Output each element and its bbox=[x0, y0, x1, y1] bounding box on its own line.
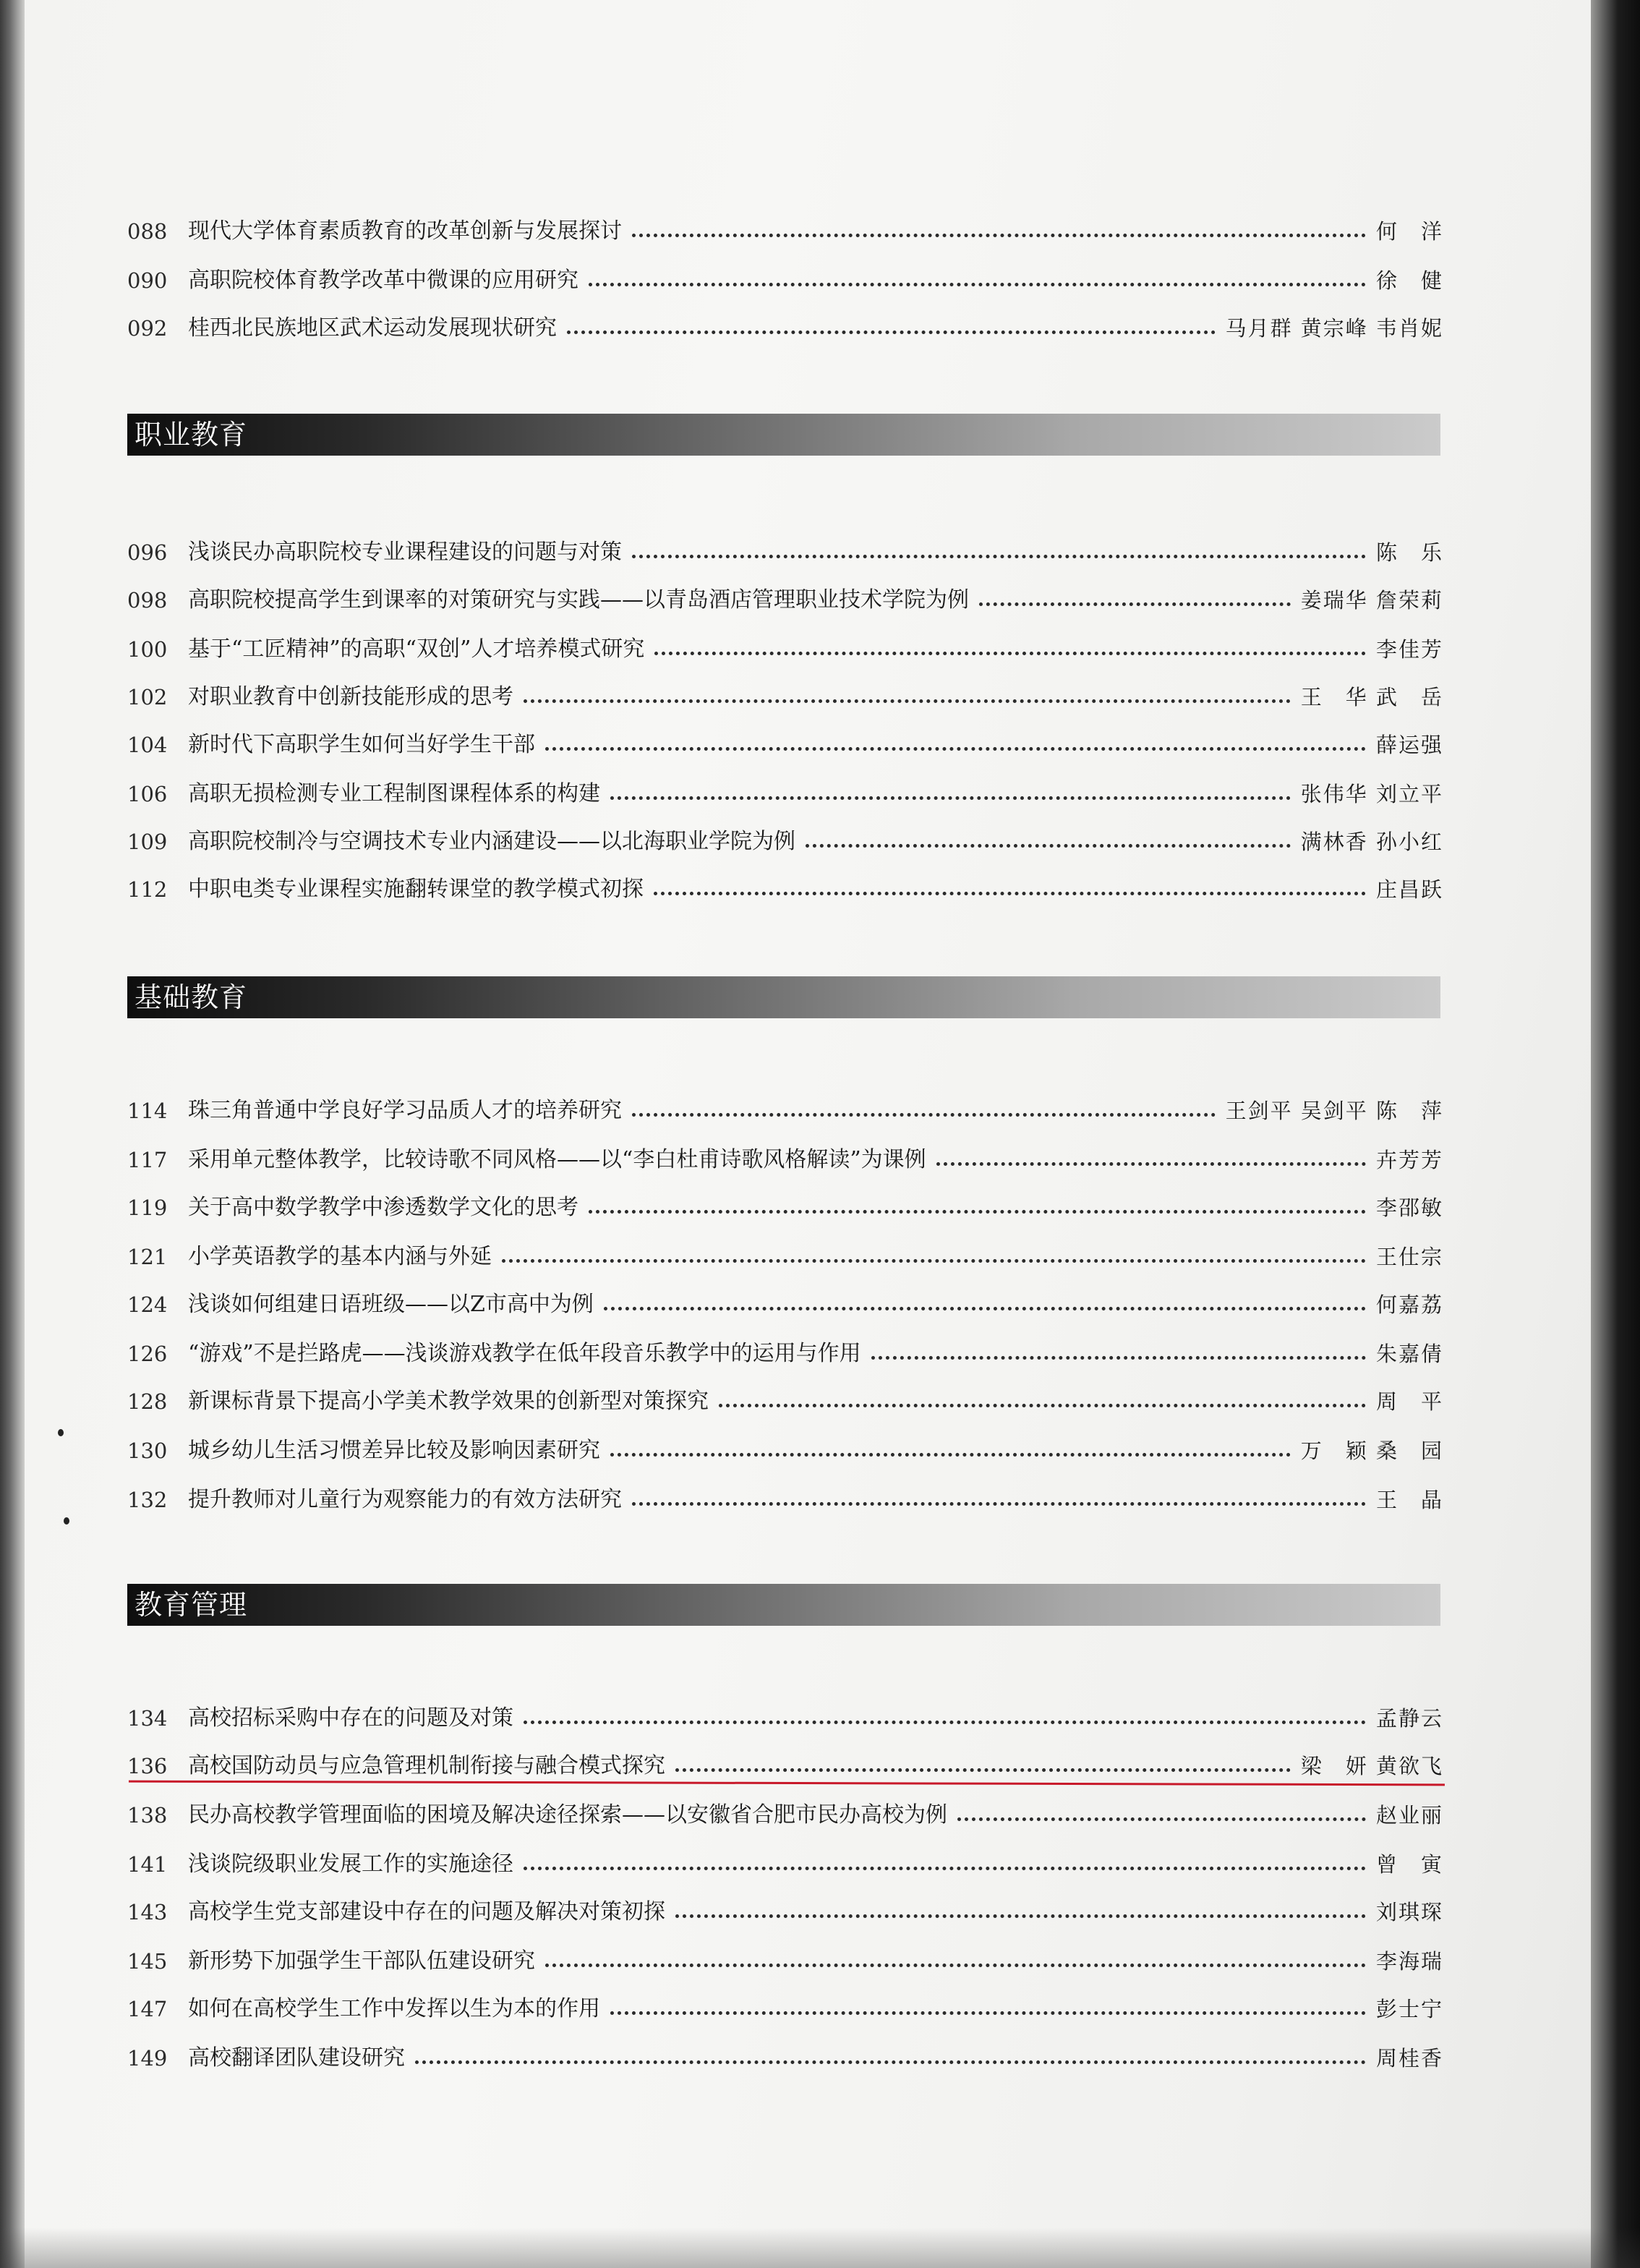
toc-page-number: 128 bbox=[127, 1389, 168, 1414]
toc-page-number: 136 bbox=[127, 1754, 168, 1778]
toc-page-number: 121 bbox=[127, 1245, 168, 1269]
toc-entry bbox=[127, 1941, 1443, 1976]
toc-article-title: 浅谈民办高职院校专业课程建设的问题与对策 bbox=[188, 540, 622, 565]
toc-author: 刘琪琛 bbox=[1375, 1900, 1443, 1924]
toc-article-title: 关于高中数学教学中渗透数学文化的思考 bbox=[188, 1195, 578, 1220]
dot-leader bbox=[632, 1502, 1366, 1506]
toc-article-title: 高校翻译团队建设研究 bbox=[188, 2045, 405, 2071]
dot-leader bbox=[567, 331, 1216, 334]
toc-page-number: 100 bbox=[127, 637, 168, 662]
toc-article-title: 高职无损检测专业工程制图课程体系的构建 bbox=[188, 781, 600, 806]
toc-entry bbox=[127, 1334, 1443, 1368]
dot-leader bbox=[675, 1768, 1291, 1772]
toc-author: 王 晶 bbox=[1375, 1488, 1443, 1512]
toc-article-title: 采用单元整体教学，比较诗歌不同风格——以“李白杜甫诗歌风格解读”为课例 bbox=[188, 1147, 926, 1172]
toc-author: 卉芳芳 bbox=[1375, 1148, 1443, 1172]
toc-page-number: 112 bbox=[127, 877, 168, 902]
toc-page-number: 098 bbox=[127, 588, 168, 613]
toc-page-number: 096 bbox=[127, 540, 168, 565]
toc-page-number: 124 bbox=[127, 1292, 168, 1317]
toc-author: 周桂香 bbox=[1375, 2046, 1443, 2071]
toc-entry bbox=[127, 677, 1443, 712]
toc-page-number: 138 bbox=[127, 1803, 168, 1828]
toc-page-number: 132 bbox=[127, 1488, 168, 1512]
toc-article-title: 基于“工匠精神”的高职“双创”人才培养模式研究 bbox=[188, 636, 645, 662]
toc-article-title: 民办高校教学管理面临的困境及解决途径探索——以安徽省合肥市民办高校为例 bbox=[188, 1802, 947, 1828]
section-header-vocational bbox=[127, 414, 1440, 456]
dot-leader bbox=[936, 1162, 1366, 1166]
toc-article-title: 现代大学体育素质教育的改革创新与发展探讨 bbox=[188, 218, 622, 244]
toc-author: 徐 健 bbox=[1375, 268, 1443, 293]
toc-entry bbox=[127, 1381, 1443, 1416]
toc-entry bbox=[127, 1844, 1443, 1879]
toc-page-number: 117 bbox=[127, 1148, 168, 1172]
toc-author: 张伟华 刘立平 bbox=[1300, 782, 1443, 806]
dot-leader bbox=[806, 844, 1291, 848]
toc-page-number: 092 bbox=[127, 316, 168, 341]
toc-article-title: 城乡幼儿生活习惯差异比较及影响因素研究 bbox=[188, 1438, 600, 1463]
print-speck bbox=[58, 1429, 64, 1436]
toc-article-title: 高职院校提高学生到课率的对策研究与实践——以青岛酒店管理职业技术学院为例 bbox=[188, 587, 969, 613]
toc-article-title: 小学英语教学的基本内涵与外延 bbox=[188, 1244, 492, 1269]
toc-page-number: 130 bbox=[127, 1438, 168, 1463]
toc-article-title: 新时代下高职学生如何当好学生干部 bbox=[188, 732, 535, 757]
toc-author: 李佳芳 bbox=[1375, 637, 1443, 662]
section-header-management bbox=[127, 1584, 1440, 1626]
toc-entry bbox=[127, 1284, 1443, 1319]
toc-author: 周 平 bbox=[1375, 1389, 1443, 1414]
toc-entry bbox=[127, 869, 1443, 904]
toc-article-title: 提升教师对儿童行为观察能力的有效方法研究 bbox=[188, 1487, 622, 1512]
dot-leader bbox=[719, 1404, 1366, 1407]
toc-article-title: 高校国防动员与应急管理机制衔接与融合模式探究 bbox=[188, 1753, 665, 1778]
dot-leader bbox=[871, 1356, 1366, 1360]
toc-entry bbox=[127, 2038, 1443, 2073]
toc-entry bbox=[127, 1989, 1443, 2024]
toc-author: 姜瑞华 詹荣莉 bbox=[1300, 588, 1443, 613]
toc-author: 王剑平 吴剑平 陈 萍 bbox=[1225, 1099, 1443, 1123]
toc-entry bbox=[127, 774, 1443, 809]
section-title: 教育管理 bbox=[134, 1589, 248, 1621]
toc-author: 满林香 孙小红 bbox=[1300, 830, 1443, 854]
toc-page-number: 106 bbox=[127, 782, 168, 806]
toc-entry bbox=[127, 629, 1443, 664]
dot-leader bbox=[589, 1210, 1366, 1214]
toc-author: 王 华 武 岳 bbox=[1300, 685, 1443, 709]
toc-entry-highlighted bbox=[127, 1746, 1443, 1781]
dot-leader bbox=[524, 699, 1291, 703]
toc-entry bbox=[127, 1431, 1443, 1465]
toc-entry bbox=[127, 1188, 1443, 1222]
dot-leader bbox=[675, 1914, 1366, 1918]
toc-entry bbox=[127, 1091, 1443, 1125]
toc-page-number: 109 bbox=[127, 830, 168, 854]
dot-leader bbox=[610, 1453, 1291, 1457]
toc-article-title: 新课标背景下提高小学美术教学效果的创新型对策探究 bbox=[188, 1389, 709, 1414]
toc-page-number: 134 bbox=[127, 1706, 168, 1731]
toc-author: 万 颖 桑 园 bbox=[1300, 1438, 1443, 1463]
toc-page-number: 119 bbox=[127, 1195, 168, 1220]
toc-entry bbox=[127, 822, 1443, 856]
toc-entry bbox=[127, 308, 1443, 343]
dot-leader bbox=[524, 1867, 1366, 1870]
dot-leader bbox=[589, 283, 1366, 286]
toc-author: 王仕宗 bbox=[1375, 1245, 1443, 1269]
toc-entry bbox=[127, 211, 1443, 246]
dot-leader bbox=[632, 234, 1366, 237]
dot-leader bbox=[610, 796, 1291, 800]
dot-leader bbox=[415, 2060, 1366, 2064]
print-speck bbox=[64, 1517, 69, 1525]
dot-leader bbox=[604, 1307, 1366, 1310]
toc-page-number: 145 bbox=[127, 1949, 168, 1974]
dot-leader bbox=[979, 602, 1291, 606]
dot-leader bbox=[524, 1721, 1366, 1724]
toc-page-number: 126 bbox=[127, 1342, 168, 1366]
toc-author: 何嘉荔 bbox=[1375, 1292, 1443, 1317]
toc-author: 梁 妍 黄欲飞 bbox=[1300, 1754, 1443, 1778]
toc-entry bbox=[127, 1698, 1443, 1733]
toc-author: 孟静云 bbox=[1375, 1706, 1443, 1731]
toc-entry bbox=[127, 725, 1443, 759]
toc-page-number: 088 bbox=[127, 219, 168, 244]
toc-author: 李邵敏 bbox=[1375, 1195, 1443, 1220]
dot-leader bbox=[610, 2011, 1366, 2015]
toc-entry bbox=[127, 532, 1443, 567]
toc-page-number: 143 bbox=[127, 1900, 168, 1924]
dot-leader bbox=[632, 1113, 1216, 1117]
toc-author: 李海瑞 bbox=[1375, 1949, 1443, 1974]
toc-entry bbox=[127, 1237, 1443, 1271]
toc-article-title: 珠三角普通中学良好学习品质人才的培养研究 bbox=[188, 1098, 622, 1123]
toc-entry bbox=[127, 1480, 1443, 1514]
toc-author: 陈 乐 bbox=[1375, 540, 1443, 565]
dot-leader bbox=[957, 1817, 1366, 1821]
toc-page-number: 104 bbox=[127, 733, 168, 757]
toc-page-number: 141 bbox=[127, 1852, 168, 1877]
section-title: 职业教育 bbox=[134, 419, 248, 451]
dot-leader bbox=[654, 892, 1366, 895]
dot-leader bbox=[632, 555, 1366, 558]
toc-author: 薛运强 bbox=[1375, 733, 1443, 757]
page-bottom-shadow bbox=[0, 2228, 1640, 2268]
toc-author: 庄昌跃 bbox=[1375, 877, 1443, 902]
toc-author: 赵业丽 bbox=[1375, 1803, 1443, 1828]
toc-entry bbox=[127, 1892, 1443, 1927]
dot-leader bbox=[502, 1259, 1366, 1263]
section-header-basic bbox=[127, 976, 1440, 1018]
dot-leader bbox=[545, 747, 1366, 751]
toc-article-title: 新形势下加强学生干部队伍建设研究 bbox=[188, 1948, 535, 1974]
toc-author: 何 洋 bbox=[1375, 219, 1443, 244]
toc-author: 彭士宁 bbox=[1375, 1997, 1443, 2021]
toc-author: 曾 寅 bbox=[1375, 1852, 1443, 1877]
toc-article-title: 中职电类专业课程实施翻转课堂的教学模式初探 bbox=[188, 877, 644, 902]
toc-article-title: 高校招标采购中存在的问题及对策 bbox=[188, 1705, 513, 1731]
toc-entry bbox=[127, 260, 1443, 295]
dot-leader bbox=[545, 1964, 1366, 1967]
section-title: 基础教育 bbox=[134, 981, 248, 1013]
toc-entry bbox=[127, 580, 1443, 615]
toc-author: 朱嘉倩 bbox=[1375, 1342, 1443, 1366]
toc-author: 马月群 黄宗峰 韦肖妮 bbox=[1225, 316, 1443, 341]
toc-article-title: 浅谈如何组建日语班级——以Z市高中为例 bbox=[188, 1292, 594, 1317]
toc-entry bbox=[127, 1795, 1443, 1830]
toc-entry bbox=[127, 1140, 1443, 1174]
toc-page-number: 102 bbox=[127, 685, 168, 709]
toc-page-number: 114 bbox=[127, 1099, 168, 1123]
toc-article-title: 浅谈院级职业发展工作的实施途径 bbox=[188, 1851, 513, 1877]
toc-page-number: 090 bbox=[127, 268, 168, 293]
toc-page-number: 147 bbox=[127, 1997, 168, 2021]
toc-article-title: 高职院校体育教学改革中微课的应用研究 bbox=[188, 268, 578, 293]
page-left-edge bbox=[0, 0, 25, 2268]
toc-article-title: 对职业教育中创新技能形成的思考 bbox=[188, 684, 513, 709]
toc-article-title: 高校学生党支部建设中存在的问题及解决对策初探 bbox=[188, 1899, 665, 1924]
toc-article-title: 高职院校制冷与空调技术专业内涵建设——以北海职业学院为例 bbox=[188, 829, 795, 854]
page-right-shadow bbox=[1591, 0, 1640, 2268]
toc-article-title: “游戏”不是拦路虎——浅谈游戏教学在低年段音乐教学中的运用与作用 bbox=[188, 1341, 861, 1366]
toc-page-number: 149 bbox=[127, 2046, 168, 2071]
toc-article-title: 如何在高校学生工作中发挥以生为本的作用 bbox=[188, 1996, 600, 2021]
dot-leader bbox=[654, 652, 1366, 655]
toc-article-title: 桂西北民族地区武术运动发展现状研究 bbox=[188, 315, 557, 341]
